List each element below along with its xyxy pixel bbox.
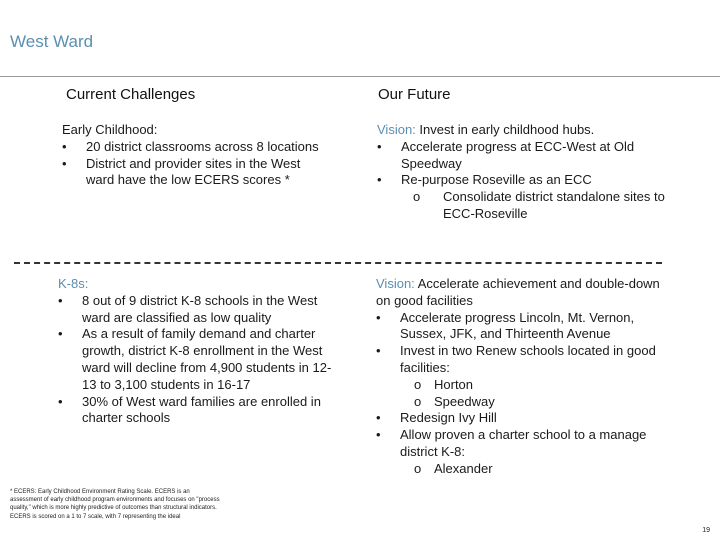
slide-title: West Ward (10, 32, 94, 51)
sub-list-item: o Consolidate district standalone sites to ECC-Roseville (401, 189, 672, 223)
footnote: * ECERS: Early Childhood Environment Rating Scale. ECERS is an assessment of early childhood program environments and focuses on "process quality," which is more highly predictive of outcomes than structural indicators. ECERS is scored on a 1 to 7 scale, with 7 representing the ideal (10, 489, 220, 520)
vision-line (376, 276, 668, 310)
k8-heading: K-8s: (58, 276, 89, 291)
list-item: • 20 district classrooms across 8 locations (62, 139, 327, 156)
list-item (376, 427, 668, 477)
sub-list-item: o Horton (400, 377, 668, 394)
list-item-text: Allow proven a charter school to a manage district K-8: (400, 427, 647, 459)
sub-list-item: o Speedway (400, 394, 668, 411)
list-item: • 30% of West ward families are enrolled in charter schools (58, 394, 333, 428)
sub-list-item: o Alexander (400, 461, 668, 478)
list-item (377, 172, 672, 222)
list-item: • District and provider sites in the West ward have the low ECERS scores * (62, 156, 327, 190)
early-childhood-block (62, 122, 327, 189)
our-future-heading: Our Future (378, 86, 451, 103)
section-divider (14, 262, 662, 264)
list-item: • Redesign Ivy Hill (376, 410, 668, 427)
page-number: 19 (702, 527, 710, 534)
list-item-text: Re-purpose Roseville as an ECC (401, 172, 592, 188)
title-divider (0, 76, 720, 77)
list-item: • Accelerate progress at ECC-West at Old Speedway (377, 139, 672, 173)
vision-text: Invest in early childhood hubs. (415, 122, 595, 137)
our-future-bottom-block (376, 276, 668, 478)
list-item: • Accelerate progress Lincoln, Mt. Vernon, Sussex, JFK, and Thirteenth Avenue (376, 310, 668, 344)
list-item: • 8 out of 9 district K-8 schools in the West ward are classified as low quality (58, 293, 333, 327)
vision-text: Accelerate achievement and double-down on good facilities (376, 276, 660, 308)
our-future-top-block (377, 122, 672, 223)
list-item-text: Invest in two Renew schools located in good facilities: (400, 343, 656, 375)
list-item: • As a result of family demand and charter growth, district K-8 enrollment in the West ward will decline from 4,900 students in 12-13 to 3,100 students in 16-17 (58, 326, 333, 393)
vision-line (377, 122, 672, 139)
early-childhood-heading: Early Childhood: (62, 122, 158, 137)
k8-block (58, 276, 333, 427)
list-item (376, 343, 668, 410)
current-challenges-heading: Current Challenges (66, 86, 196, 103)
vision-label: Vision: (376, 276, 415, 291)
vision-label: Vision: (377, 122, 416, 137)
